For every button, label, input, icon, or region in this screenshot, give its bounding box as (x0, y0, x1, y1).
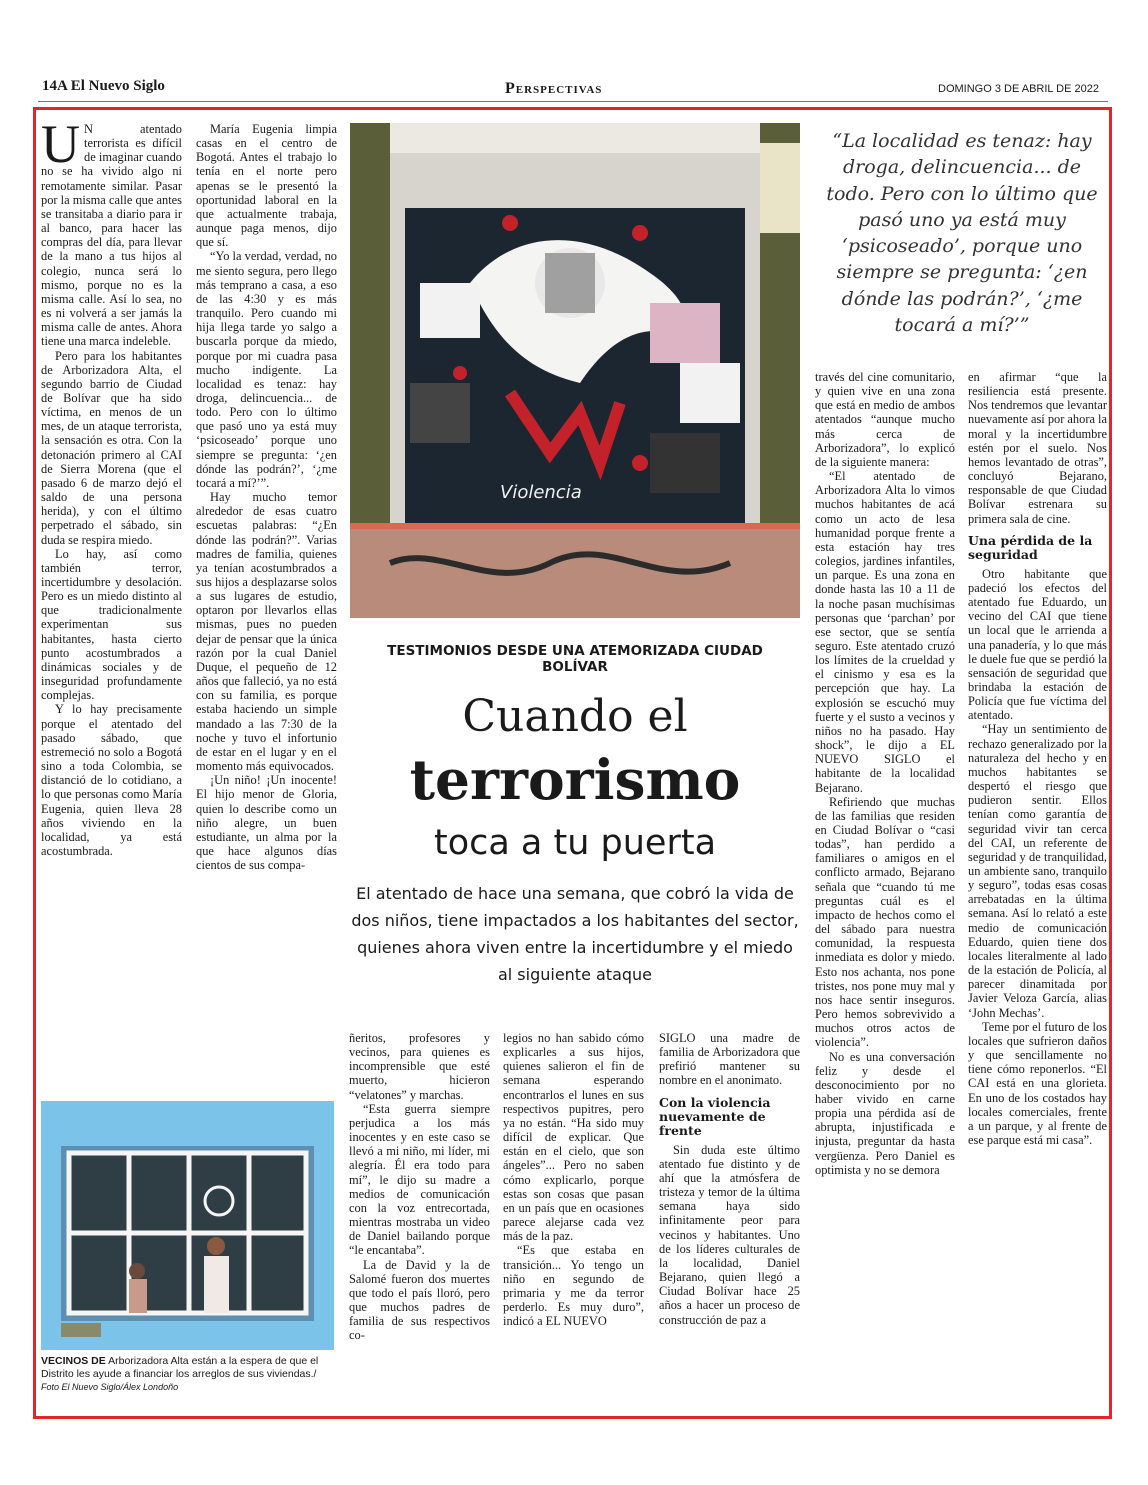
column-2 (196, 122, 337, 1097)
column-4 (503, 1031, 644, 1406)
paragraph: “El atentado de Arborizadora Alta lo vimos muchos habitantes de acá como un acto de lesa humanidad porque frente a esta estación hay tres colegios, jardines infantiles, un parque. Es una zona en donde hasta las 10 a 11 de la noche pasan muchísimas personas que ‘parchan’ por ese sector, que se sentía seguro. Este atentado cruzó los límites de la crueldad y el cinismo y esa es la percepción que hay. La explosión se escuchó muy fuerte y el susto a vecinos y niños no ha pasado. Hay shock”, le dijo a EL NUEVO SIGLO el habitante de la localidad Bejarano. (815, 469, 955, 795)
section-title: Perspectivas (505, 80, 603, 97)
paragraph: “Esta guerra siempre perjudica a los más inocentes y en este caso se llevó a mi niño, mi líder, mi alegría. Él era todo para mí”, le dijo su madre a medios de comunicación con la voz entrecortada, mientras mostraba un video de Daniel bailando porque “le encantaba”. (349, 1101, 490, 1258)
paragraph: Pero para los habitantes de Arborizadora Alta, el segundo barrio de Ciudad de Bolívar que ha sido víctima, en menos de un mes, de un ataque terrorista, la sensación es otra. Con la detonación primero al CAI de Sierra Morena (que el pasado 6 de marzo dejó el saldo de una persona herida), y con el último perpetrado el sábado, sin duda se respira miedo. (41, 348, 182, 547)
paragraph: Refiriendo que muchas de las familias que residen en Ciudad Bolívar o “casi todas”, han perdido a familiares o amigos en el conflicto armado, Bejarano señala que “cuando tú me preguntas cuál es el impacto de hechos como el del sábado para nuestra comunidad, la respuesta inmediata es dolor y miedo. Esto nos achanta, nos pone tristes, nos pone muy mal y nos hace sentir inseguros. Pero hemos sobrevivido a muchos otros actos de violencia”. (815, 794, 955, 1050)
page-label: 14A El Nuevo Siglo (42, 78, 165, 94)
caption-text: Arborizadora Alta están a la espera de que el Distrito les ayude a financiar los arreglos de sus viviendas./ (41, 1355, 319, 1380)
paragraph: Teme por el futuro de los locales que sufrieron daños y que sencillamente no tiene cómo reponerlos. “El CAI está en una glorieta. En uno de los costados hay locales comerciales, frente a un parque, y al frente de ese parque está mi casa”. (968, 1019, 1107, 1147)
paragraph: Hay mucho temor alrededor de esas cuatro escuetas palabras: “¿En dónde las podrán?”. Varias madres de familia, quienes ya tenían acostumbrados a sus hijos a desplazarse solos a sus lugares de estudio, optaron por llevarlos ellas mismas, pues no pueden dejar de pensar que la única razón por la cual Daniel Duque, el pequeño de 12 años que falleció, ya no está con su familia, es porque estaba haciendo un simple mandado a las 7:30 de la noche y tuvo el infortunio de estar en el lugar y en el momento más equivocados. (196, 490, 337, 774)
headline-line-3: toca a tu puerta (433, 823, 717, 863)
issue-date: DOMINGO 3 DE ABRIL DE 2022 (938, 83, 1099, 95)
paragraph: La de David y la de Salomé fueron dos muertes que todo el país lloró, pero que muchos padres de familia de sus respectivos co- (349, 1257, 490, 1343)
kicker: TESTIMONIOS DESDE UNA ATEMORIZADA CIUDAD BOLÍVAR (387, 643, 763, 675)
column-6 (815, 370, 955, 1406)
headline-line-2: terrorismo (409, 747, 741, 812)
drop-cap: U (41, 122, 80, 174)
caption-credit: Foto El Nuevo Siglo/Álex Londoño (41, 1382, 179, 1392)
paragraph: “Hay un sentimiento de rechazo generalizado por la naturaleza del hecho y en muchos habitantes se despertó el riesgo que pudieron sentir. Ellos tenían como garantía de seguridad vivir tan cerca del CAI, un referente de seguridad y de tranquilidad, un ambiente sano, tranquilo y seguro”, todas esas cosas arrebatadas en la última semana. Así lo relató a este medio de comunicación Eduardo, quien tiene dos locales literalmente al lado de la estación de Policía, al parecer dinamitada por Javier Veloza García, alias ‘John Mechas’. (968, 722, 1107, 1020)
paragraph: Otro habitante que padeció los efectos del atentado fue Eduardo, un vecino del CAI que tiene un local que le arrienda a una panadería, y lo que más le duele fue que se perdió la sensación de seguridad que brindaba la estación de Policía que fue víctima del atentado. (968, 566, 1107, 723)
paragraph: Lo hay, así como también terror, incertidumbre y desolación. Pero es un miedo distinto al que tradicionalmente experimentan sus habitantes, hasta cierto punto acostumbrados a dinámicas sociales y de inseguridad profundamente complejas. (41, 546, 182, 703)
article-deck: El atentado de hace una semana, que cobró la vida de dos niños, tiene impactados a los habitantes del sector, quienes ahora viven entre la incertidumbre y el miedo al siguiente ataque (351, 884, 799, 984)
paragraph: No es una conversación feliz y desde el desconocimiento por no haber vivido en carne propia una pérdida así de abrupta, injustificada e injusta, preguntar da hasta vergüenza. Pero Daniel es optimista y no se demora (815, 1049, 955, 1177)
subheading: Una pérdida de la seguridad (968, 532, 1093, 562)
photo-sign-text: Violencia (500, 482, 582, 503)
paragraph: “Es que estaba en transición... Yo tengo un niño en segundo de primaria y me da terror perderlo. Es muy duro”, indicó a EL NUEVO (503, 1243, 644, 1329)
headline-line-1: Cuando el (462, 691, 688, 742)
paragraph: “Yo la verdad, verdad, no me siento segura, pero llego más temprano a casa, a eso de las 4:30 y es más tranquilo. Pero cuando mi hija llega tarde yo salgo a buscarla porque da miedo, porque por mi cuadra pasa mucho indigente. La localidad es tenaz: hay droga, delincuencia... de todo. Pero con lo último que pasó uno ya está muy ‘psicoseado’ porque uno siempre se pregunta: ‘¿en dónde las podrán?’, ‘¿me tocará a mí?’”. (196, 249, 337, 490)
paragraph: través del cine comunitario, y quien vive en una zona que está en medio de ambos atentados “aunque mucho más cerca de Arborizadora”, lo explicó de la siguiente manera: (815, 370, 955, 469)
photo-caption (41, 1355, 331, 1394)
paragraph: ¡Un niño! ¡Un inocente! El hijo menor de Gloria, quien lo describe como un niño alegre, un buen estudiante, un alma por la que hace algunos días cientos de sus compa- (196, 773, 337, 873)
header-rule (38, 101, 1108, 102)
paragraph: en afirmar “que la resiliencia está presente. Nos tendremos que levantar nuevamente así por ahora la moral y la incertidumbre estén por el suelo. Nos hemos levantado de otras”, concluyó Bejarano, responsable de que Ciudad Bolívar estrenara su primera sala de cine. (968, 370, 1107, 526)
caption-lead: VECINOS DE (41, 1355, 106, 1367)
paragraph: U N atentado terrorista es difícil de imaginar cuando no se ha vivido algo ni remotamente similar. Pasar por la misma calle que antes se transitaba a diario para ir al banco, para hacer las compras del día, para llevar de la mano a tus hijos al colegio, nunca será lo mismo, porque no es la misma calle. Así lo sea, no es ni volverá a ser jamás la misma calle de antes. Ahora tiene una marca indeleble. (41, 122, 182, 349)
paragraph: María Eugenia limpia casas en el centro de Bogotá. Antes el trabajo lo tenía en el norte pero apenas se le presentó la oportunidad laboral en la que actualmente trabaja, aunque paga menos, dijo que sí. (196, 122, 337, 250)
paragraph: SIGLO una madre de familia de Arborizadora que prefirió mantener su nombre en el anonimato. (659, 1031, 800, 1088)
pull-quote: “La localidad es tenaz: hay droga, delincuencia... de todo. Pero con lo último que pasó uno ya está muy ‘psicoseado’, porque uno siempre se pregunta: ‘¿en dónde las podrán?’, ‘¿me tocará a mí?’” (826, 130, 1098, 337)
subheading: Con la violencia nuevamente de frente (659, 1094, 771, 1138)
memorial-photo (350, 123, 800, 618)
paragraph: ñeritos, profesores y vecinos, para quienes es incomprensible que esté muerto, hicieron “velatones” y marchas. (349, 1031, 490, 1102)
residents-photo (41, 1101, 334, 1350)
column-5 (659, 1031, 800, 1406)
paragraph: Sin duda este último atentado fue distinto y de ahí que la atmósfera de tristeza y temor de la última semana haya sido infinitamente peor para vecinos y habitantes. Uno de los líderes culturales de la localidad, Daniel Bejarano, quien llegó a Ciudad Bolívar hace 25 años a hacer un proceso de construcción de paz a (659, 1142, 800, 1327)
column-1 (41, 122, 182, 1097)
column-7 (968, 370, 1107, 1406)
column-3 (349, 1031, 490, 1406)
paragraph: legios no han sabido cómo explicarles a sus hijos, quienes salieron el fin de semana esperando encontrarlos el lunes en sus respectivos pupitres, pero ya no están. “Ha sido muy difícil de explicar. Que están en el cielo, que son ángeles”... Pero no saben cómo explicarlo, porque estas son cosas que pasan en un país que en ocasiones parece alejarse cada vez más de la paz. (503, 1031, 644, 1244)
paragraph: Y lo hay precisamente porque el atentado del pasado sábado, que estremeció no solo a Bogotá sino a toda Colombia, se distanció de lo cotidiano, a lo que personas como María Eugenia, quien lleva 28 años viviendo en la localidad, ya está acostumbrada. (41, 702, 182, 858)
